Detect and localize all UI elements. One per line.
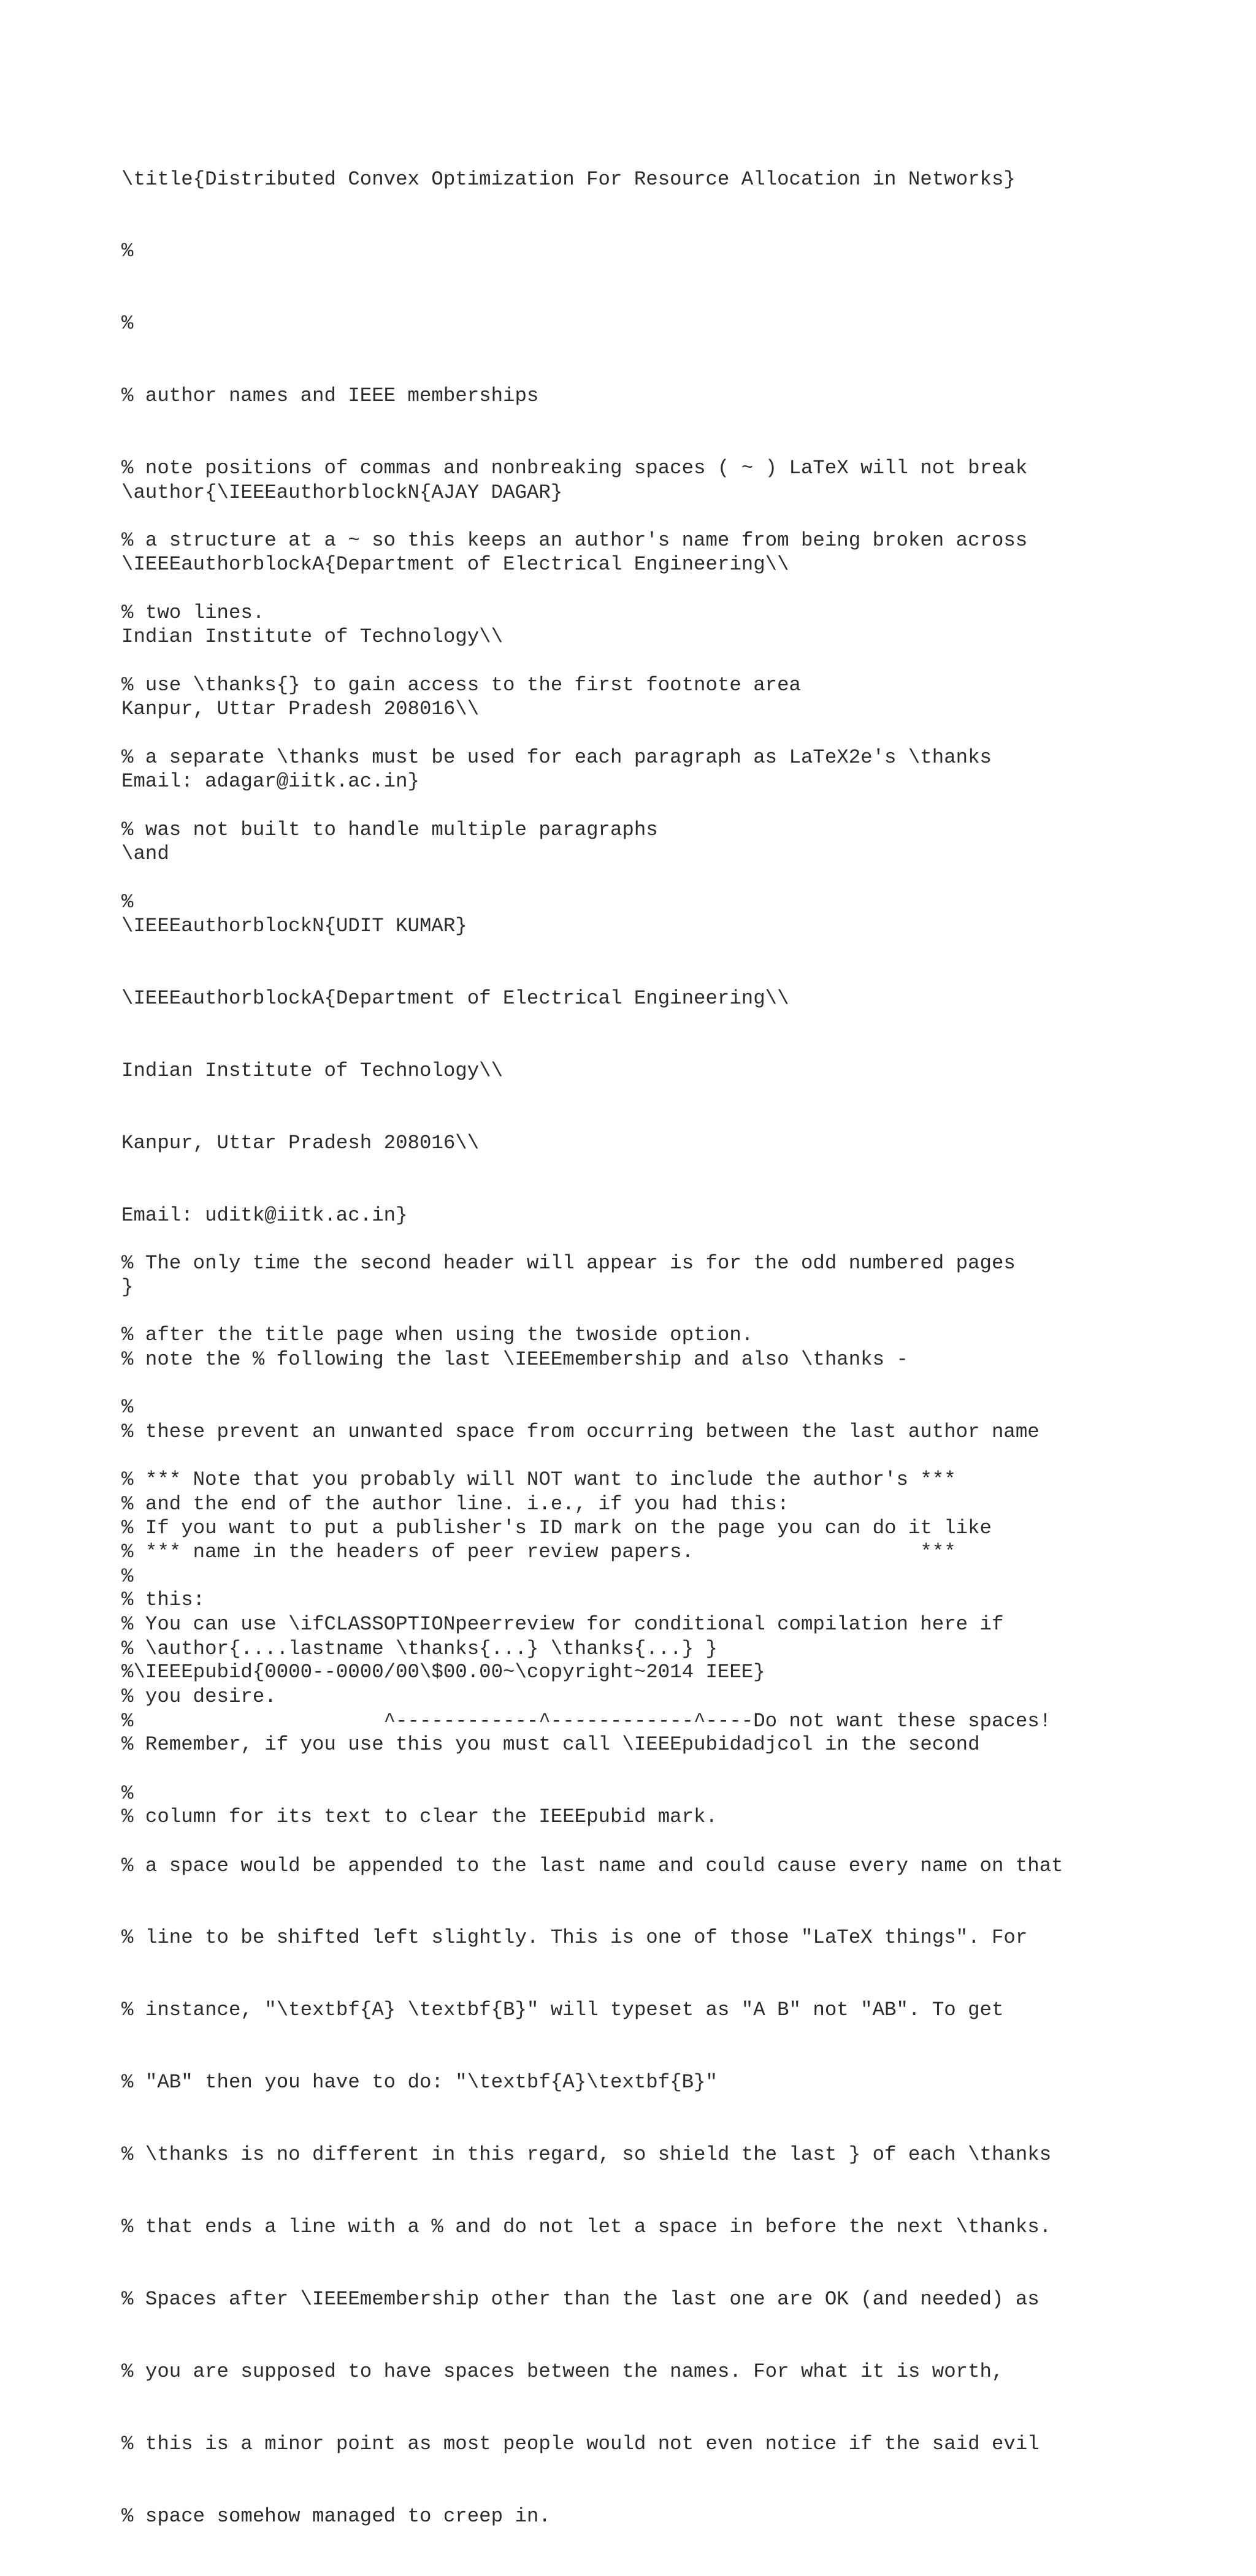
code-line: % (121, 890, 134, 913)
code-line: % use \thanks{} to gain access to the first footnote area (121, 673, 801, 696)
code-line: % a structure at a ~ so this keeps an author's name from being broken across (121, 529, 1028, 552)
code-line: Email: uditk@iitk.ac.in} (121, 1203, 408, 1227)
code-line: % *** name in the headers of peer review papers. *** (121, 1541, 956, 1564)
code-line: % a separate \thanks must be used for each paragraph as LaTeX2e's \thanks (121, 745, 992, 769)
code-line: % instance, "\textbf{A} \textbf{B}" will typeset as "A B" not "AB". To get (121, 1999, 1004, 2022)
code-line: \author{\IEEEauthorblockN{AJAY DAGAR} (121, 481, 563, 504)
publisher-id-note-block (121, 1468, 1238, 1877)
code-line: % column for its text to clear the IEEEpubid mark. (121, 1805, 718, 1829)
code-line: \title{Distributed Convex Optimization For Resource Allocation in Networks} (121, 167, 1016, 191)
code-line: % two lines. (121, 601, 265, 624)
code-line: % Spaces after \IEEEmembership other than the last one are OK (and needed) as (121, 2287, 1040, 2311)
code-line: } (121, 1276, 134, 1299)
code-line: Kanpur, Uttar Pradesh 208016\\ (121, 1131, 480, 1154)
code-line: % note positions of commas and nonbreaking spaces ( ~ ) LaTeX will not break (121, 457, 1028, 480)
code-line: % that ends a line with a % and do not let a space in before the next \thanks. (121, 2215, 1052, 2238)
code-line: % note the % following the last \IEEEmembership and also \thanks - (121, 1348, 908, 1371)
code-line: % you desire. (121, 1685, 277, 1708)
code-line: Kanpur, Uttar Pradesh 208016\\ (121, 698, 480, 721)
code-line: Indian Institute of Technology\\ (121, 625, 504, 649)
code-line: Email: adagar@iitk.ac.in} (121, 770, 419, 793)
code-line: % *** Note that you probably will NOT want to include the author's *** (121, 1468, 956, 1492)
code-line: \IEEEauthorblockN{UDIT KUMAR} (121, 914, 467, 937)
code-line: % after the title page when using the twoside option. (121, 1324, 754, 1347)
code-line: \IEEEauthorblockA{Department of Electrical Engineering\\ (121, 553, 789, 576)
code-line: % (121, 240, 134, 263)
code-line: % (121, 1781, 134, 1805)
code-line: % a space would be appended to the last name and could cause every name on that (121, 1854, 1063, 1877)
code-line: % this is a minor point as most people would not even notice if the said evil (121, 2432, 1040, 2455)
code-line: % \author{....lastname \thanks{...} \thanks{...} } (121, 1637, 718, 1660)
code-line: % line to be shifted left slightly. This is one of those "LaTeX things". For (121, 1926, 1028, 1949)
code-line: %\IEEEpubid{0000--0000/00\$00.00~\copyright~2014 IEEE} (121, 1661, 765, 1684)
code-line: % (121, 1564, 134, 1588)
code-line: % space somehow managed to creep in. (121, 2504, 551, 2528)
code-line: Indian Institute of Technology\\ (121, 1059, 504, 1082)
code-line: % and the end of the author line. i.e., if you had this: (121, 1493, 789, 1516)
code-line: % author names and IEEE memberships (121, 384, 539, 408)
code-line: % these prevent an unwanted space from occurring between the last author name (121, 1420, 1040, 1444)
code-line: % "AB" then you have to do: "\textbf{A}\textbf{B}" (121, 2071, 718, 2094)
code-line: % If you want to put a publisher's ID mark on the page you can do it like (121, 1516, 992, 1539)
code-line: % (121, 312, 134, 335)
code-line: % The only time the second header will appear is for the odd numbered pages (121, 1251, 1016, 1275)
code-line: % was not built to handle multiple paragraphs (121, 818, 658, 841)
code-line: % \thanks is no different in this regard, so shield the last } of each \thanks (121, 2143, 1052, 2166)
code-line: % Remember, if you use this you must call \IEEEpubidadjcol in the second (121, 1733, 980, 1756)
code-line: % (121, 1396, 134, 1419)
code-line: % You can use \ifCLASSOPTIONpeerreview for conditional compilation here if (121, 1613, 1004, 1636)
code-line: \and (121, 842, 169, 866)
code-line: % you are supposed to have spaces between the names. For what it is worth, (121, 2360, 1004, 2383)
code-line: % this: (121, 1588, 205, 1612)
code-line: \IEEEauthorblockA{Department of Electrical Engineering\\ (121, 986, 789, 1010)
code-line: % ^------------^------------^----Do not want these spaces! (121, 1709, 1052, 1732)
